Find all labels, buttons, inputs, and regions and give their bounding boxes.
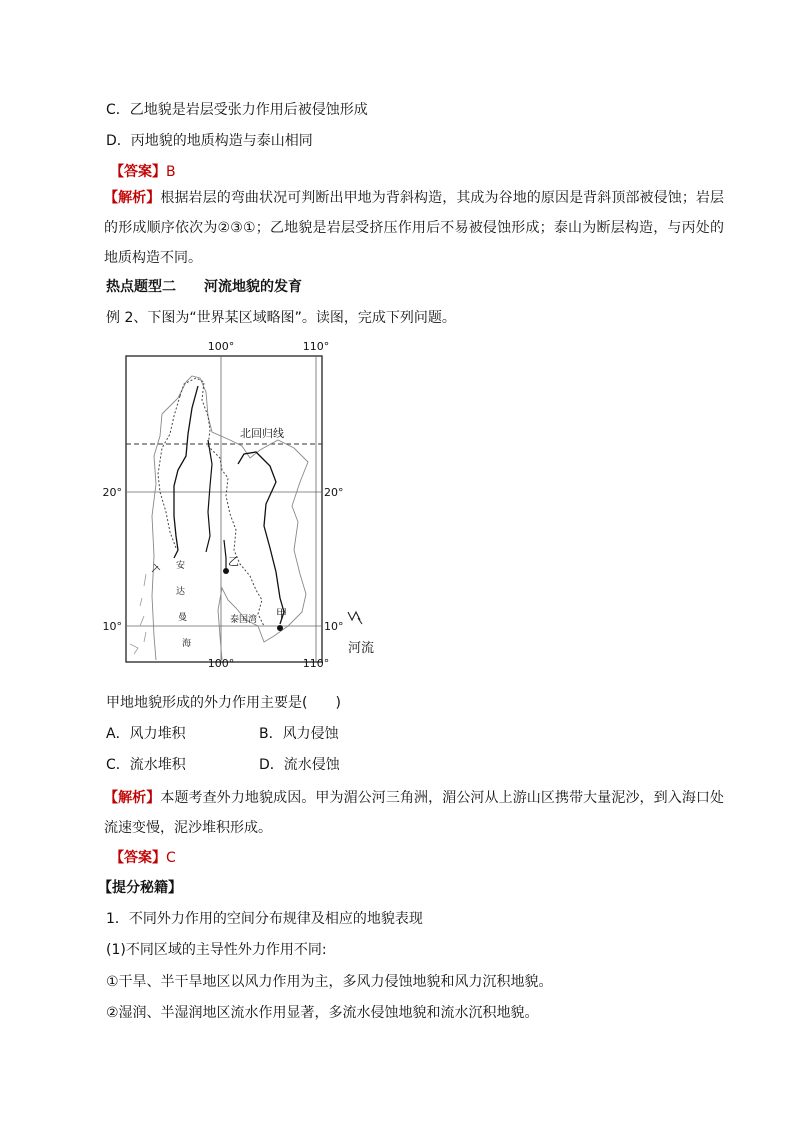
answer-label: 【答案】 bbox=[110, 164, 166, 180]
point-yi-label: 乙 bbox=[228, 555, 239, 568]
q2-option-d: D．流水侵蚀 bbox=[259, 757, 340, 773]
tropic-label: 北回归线 bbox=[240, 427, 284, 440]
q2-option-b: B．风力侵蚀 bbox=[259, 726, 339, 742]
sea-char-3: 曼 bbox=[178, 613, 188, 623]
river-legend-icon bbox=[348, 612, 362, 624]
tips-item-1: 1．不同外力作用的空间分布规律及相应的地貌表现 bbox=[106, 911, 423, 927]
sea-char-4: 海 bbox=[182, 639, 192, 649]
map-frame bbox=[126, 356, 322, 662]
lat-20-right: 20° bbox=[324, 486, 344, 499]
tips-item-1-sub: (1)不同区域的主导性外力作用不同: bbox=[106, 942, 327, 958]
lon-top-right: 110° bbox=[302, 340, 330, 353]
q2-answer-value: C bbox=[166, 850, 176, 866]
point-jia-label: 甲 bbox=[276, 607, 287, 620]
lon-top-left: 100° bbox=[207, 340, 235, 353]
q2-analysis-label: 【解析】 bbox=[104, 790, 161, 806]
lon-bottom-right: 110° bbox=[302, 657, 330, 668]
lat-20-left: 20° bbox=[102, 486, 122, 499]
q1-option-d: D．丙地貌的地质构造与泰山相同 bbox=[106, 133, 313, 149]
point-yi-marker bbox=[223, 568, 229, 574]
tips-point-1: ①干旱、半干旱地区以风力作用为主，多风力侵蚀地貌和风力沉积地貌。 bbox=[106, 974, 553, 990]
lat-10-right: 10° bbox=[324, 620, 344, 633]
analysis-label: 【解析】 bbox=[104, 190, 161, 206]
q2-analysis-text: 本题考查外力地貌成因。甲为湄公河三角洲，湄公河从上游山区携带大量泥沙，到入海口处流速变慢，泥沙堆积形成。 bbox=[104, 790, 725, 836]
q1-analysis bbox=[104, 183, 724, 273]
tips-point-2: ②湿润、半湿润地区流水作用显著，多流水侵蚀地貌和流水沉积地貌。 bbox=[106, 1005, 539, 1021]
section-heading: 热点题型二 河流地貌的发育 bbox=[106, 279, 302, 295]
q2-answer-label: 【答案】 bbox=[110, 850, 166, 866]
q2-option-c: C．流水堆积 bbox=[106, 757, 186, 773]
q2-option-a: A．风力堆积 bbox=[106, 726, 186, 742]
q2-answer bbox=[110, 848, 176, 868]
q1-option-c: C．乙地貌是岩层受张力作用后被侵蚀形成 bbox=[106, 102, 368, 118]
q1-answer bbox=[110, 162, 176, 182]
sea-char-1: 安 bbox=[176, 561, 186, 571]
lat-10-left: 10° bbox=[102, 620, 122, 633]
tips-heading: 【提分秘籍】 bbox=[98, 880, 182, 896]
lon-bottom-left: 100° bbox=[207, 657, 235, 668]
analysis-text: 根据岩层的弯曲状况可判断出甲地为背斜构造，其成为谷地的原因是背斜顶部被侵蚀；岩层的形成顺序依次为②③①；乙地貌是岩层受挤压作用后不易被侵蚀形成；泰山为断层构造，与丙处的地质构造不同。 bbox=[104, 190, 725, 266]
point-jia-marker bbox=[277, 625, 283, 631]
q2-stem: 甲地地貌形成的外力作用主要是( ) bbox=[106, 695, 341, 711]
example-intro: 例 2、下图为“世界某区域略图”。读图，完成下列问题。 bbox=[106, 310, 456, 326]
answer-value: B bbox=[166, 164, 176, 180]
q2-analysis bbox=[104, 783, 724, 843]
legend-label: 河流 bbox=[348, 641, 375, 656]
sea-char-2: 达 bbox=[176, 587, 186, 597]
gulf-label: 泰国湾 bbox=[230, 615, 258, 625]
region-map bbox=[100, 336, 400, 668]
